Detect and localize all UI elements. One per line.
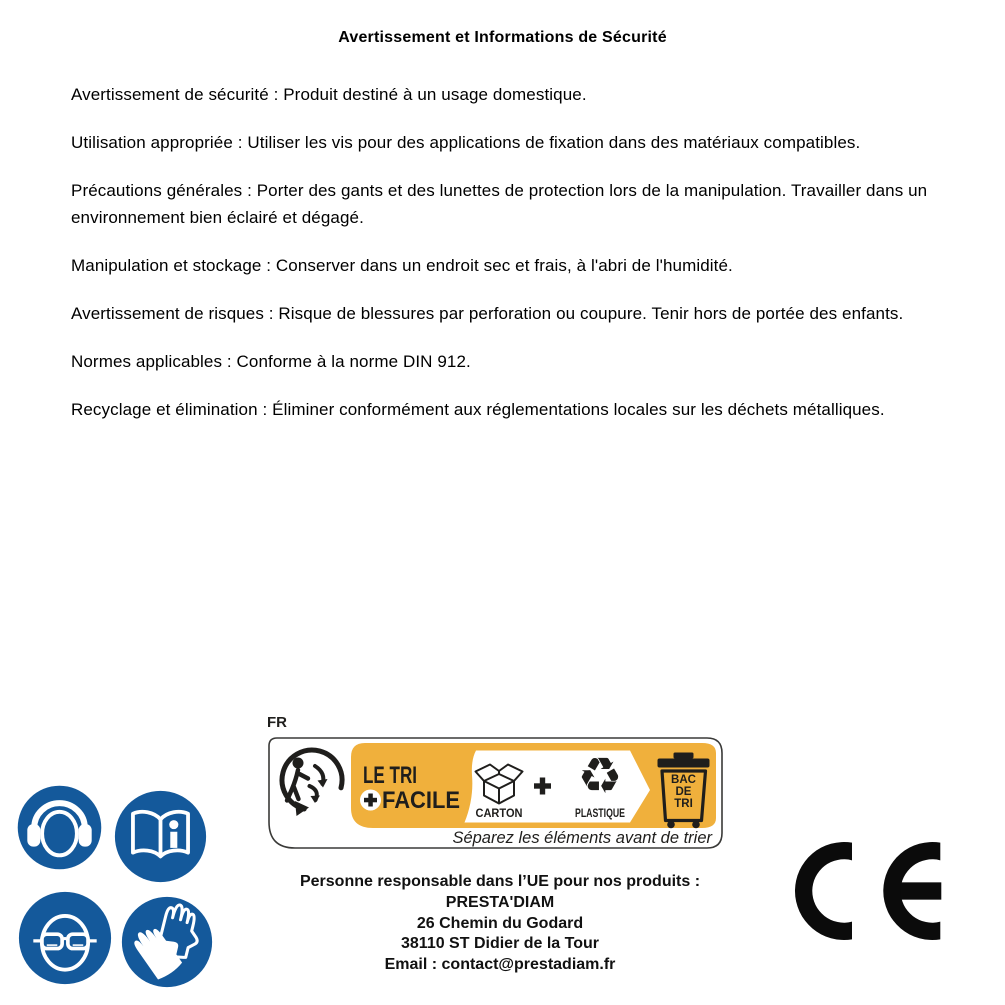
- country-code-label: FR: [267, 714, 287, 731]
- recycling-arrows-icon: ♻: [577, 747, 623, 805]
- bin-label-line2: DE: [675, 786, 692, 798]
- page-title: Avertissement et Informations de Sécurité: [338, 29, 667, 46]
- tri-facile-label: [268, 737, 723, 849]
- headline-top: LE TRI: [363, 762, 417, 789]
- paragraph-normes: Normes applicables : Conforme à la norme DIN 912.: [71, 352, 471, 371]
- wear-eye-protection-icon: [17, 890, 113, 986]
- sorting-footer-note: Séparez les éléments avant de trier: [452, 829, 712, 847]
- paragraph-avertissement-securite: Avertissement de sécurité : Produit destiné à un usage domestique.: [71, 85, 587, 104]
- paragraph-manipulation-stockage: Manipulation et stockage : Conserver dans un endroit sec et frais, à l'abri de l'humidité.: [71, 256, 733, 275]
- wear-protective-gloves-icon: [120, 895, 214, 989]
- address-line-1: 26 Chemin du Godard: [416, 914, 584, 932]
- bin-label-line3: TRI: [674, 798, 693, 810]
- material-label-carton: CARTON: [475, 808, 523, 820]
- responsible-heading: Personne responsable dans l’UE pour nos produits :: [299, 873, 701, 890]
- material-label-plastique: PLASTIQUE: [575, 808, 626, 820]
- responsible-person-block: [250, 872, 750, 976]
- bin-label-line1: BAC: [671, 774, 696, 786]
- wear-ear-protection-icon: [16, 784, 103, 871]
- email-line: Email : contact@prestadiam.fr: [384, 956, 616, 974]
- paragraph-utilisation: Utilisation appropriée : Utiliser les vis pour des applications de fixation dans des matériaux compatibles.: [71, 133, 861, 152]
- ce-letter-e-bar: [900, 882, 941, 899]
- safety-paragraphs: [71, 81, 973, 444]
- paragraph-recyclage: Recyclage et élimination : Éliminer conformément aux réglementations locales sur les déchets métalliques.: [71, 400, 885, 419]
- headline-bottom: FACILE: [382, 787, 460, 814]
- company-name: PRESTA'DIAM: [445, 893, 555, 911]
- address-line-2: 38110 ST Didier de la Tour: [401, 935, 599, 953]
- paragraph-precautions: Précautions générales : Porter des gants et des lunettes de protection lors de la manipulation. Travailler dans un environnement bien éclairé et dégagé.: [71, 181, 928, 227]
- read-instruction-manual-icon: [113, 789, 208, 884]
- ce-letter-c: [795, 842, 852, 940]
- ce-marking-icon: [780, 838, 950, 948]
- paragraph-avertissement-risques: Avertissement de risques : Risque de blessures par perforation ou coupure. Tenir hors de portée des enfants.: [71, 304, 904, 323]
